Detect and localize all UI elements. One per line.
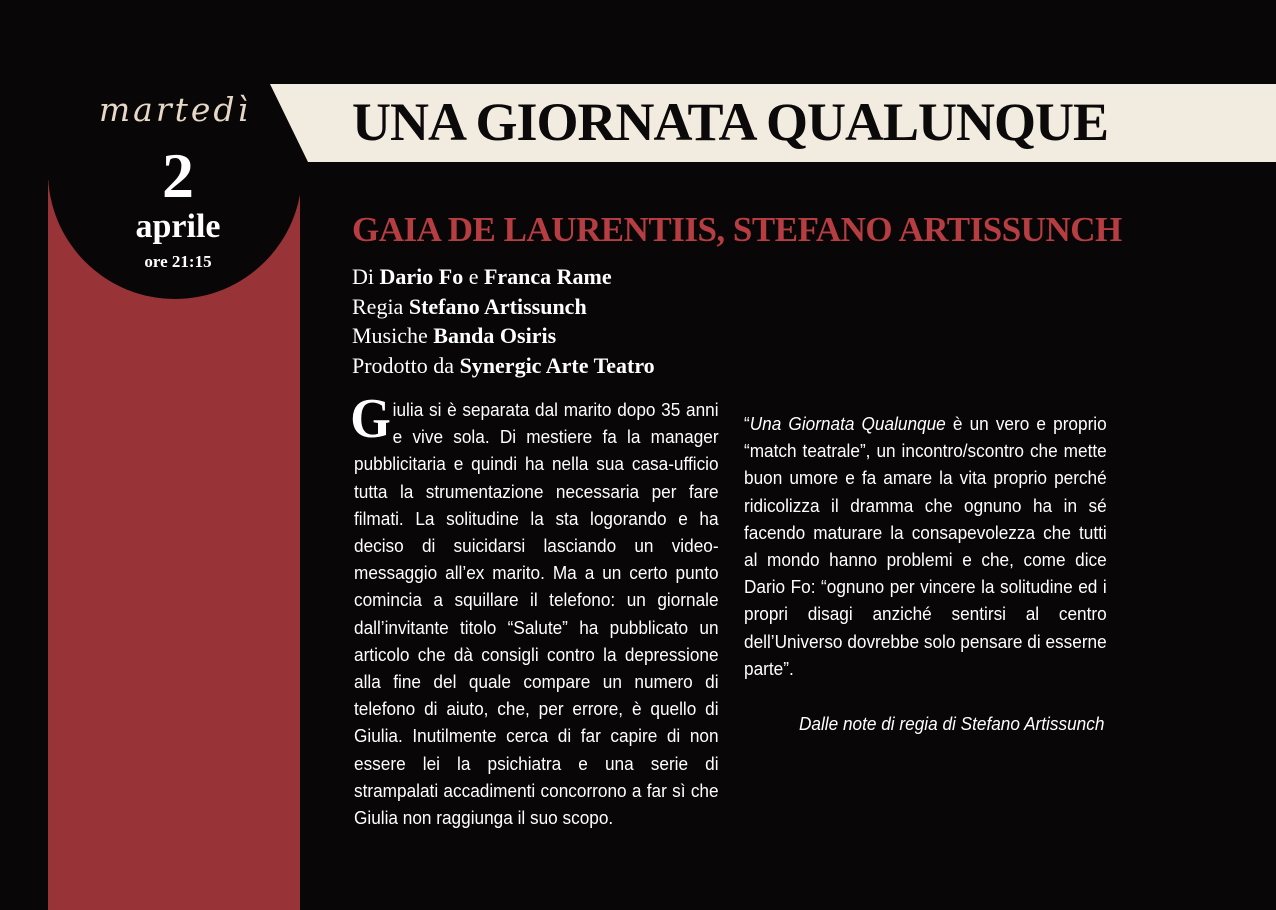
credit-name: Franca Rame xyxy=(483,264,612,289)
credit-label: Musiche xyxy=(352,323,434,348)
cast-names: GAIA DE LAURENTIIS, STEFANO ARTISSUNCH xyxy=(352,210,1122,249)
credit-name: Synergic Arte Teatro xyxy=(459,352,655,378)
credit-director xyxy=(352,292,655,322)
credit-joiner: e xyxy=(463,264,484,289)
drop-cap: G xyxy=(350,388,391,450)
credit-name: Dario Fo xyxy=(379,264,464,289)
note-title: Una Giornata Qualunque xyxy=(749,413,946,434)
synopsis xyxy=(350,388,719,831)
open-quote: “ xyxy=(744,413,750,434)
credit-author xyxy=(352,262,655,292)
month: aprile xyxy=(135,208,221,245)
credit-label: Di xyxy=(352,264,380,289)
director-note xyxy=(744,410,1107,682)
credit-name: Stefano Artissunch xyxy=(408,293,587,319)
show-time: ore 21:15 xyxy=(144,252,212,271)
day-number: 2 xyxy=(162,140,194,211)
note-text: è un vero e proprio “match teatrale”, un incontro/scontro che mette buon umore e fa amare la vita proprio perché ridicolizza il dramma che ognuno ha in sé facendo maturare la consapevolezza che tutti al mondo hanno problemi e che, come dice Dario Fo: “ognuno per vincere la solitudine ed i propri disagi anziché sentirsi al centro dell’Universo dovrebbe solo pensare di esserne parte”. xyxy=(744,413,1107,679)
credits xyxy=(352,262,655,380)
credit-name: Banda Osiris xyxy=(433,323,557,348)
show-title: UNA GIORNATA QUALUNQUE xyxy=(352,92,1109,152)
note-attribution: Dalle note di regia di Stefano Artissunch xyxy=(798,713,1104,734)
credit-label: Regia xyxy=(352,293,409,319)
synopsis-text: iulia si è separata dal marito dopo 35 anni e vive sola. Di mestiere fa la manager pubblicitaria e quindi ha nella sua casa-ufficio tutta la strumentazione necessaria per fare filmati. La solitudine la sta logorando e ha deciso di suicidarsi lasciando un video-messaggio all’ex marito. Ma a un certo punto comincia a squillare il telefono: un giornale dall’invitante titolo “Salute” ha pubblicato un articolo che dà consigli contro la depressione alla fine del quale compare un numero di telefono di aiuto, che, per errore, è quello di Giulia. Inutilmente cerca di far capire di non essere lei la psichiatra e una serie di strampalati accadimenti concorrono a far sì che Giulia non raggiunga il suo scopo. xyxy=(354,399,719,829)
day-name: martedì xyxy=(98,90,252,129)
credit-label: Prodotto da xyxy=(352,352,460,378)
credit-producer xyxy=(352,351,655,381)
credit-music xyxy=(352,321,655,351)
